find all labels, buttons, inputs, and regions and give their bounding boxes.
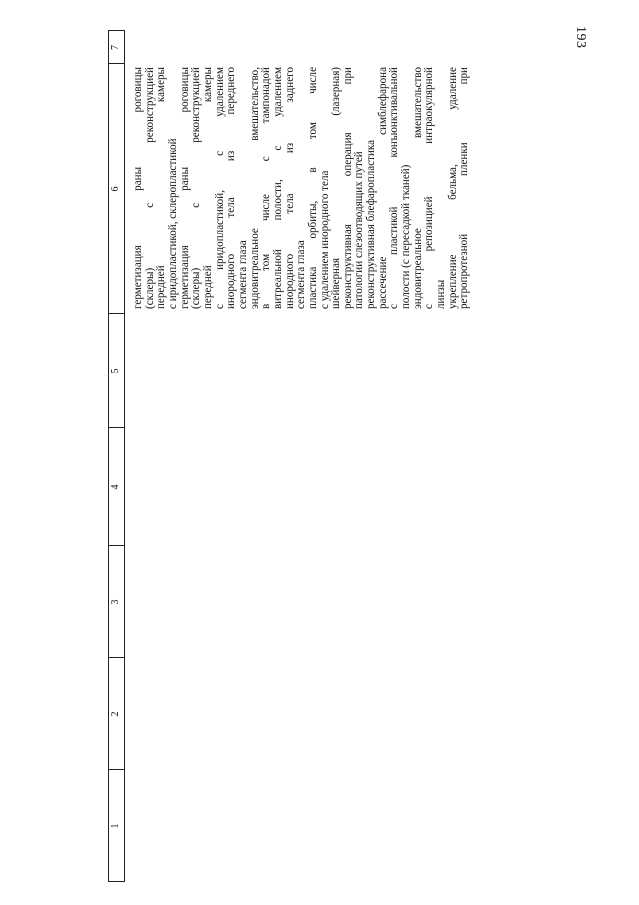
procedure-line: герметизация раны роговицы xyxy=(178,67,191,309)
procedure-line: рассечение симблефарона xyxy=(376,67,389,309)
procedure-line: реконструктивная блефаропластика xyxy=(365,139,378,309)
procedure-line: полости (с пересадкой тканей) xyxy=(400,164,413,309)
procedure-line: герметизация раны роговицы xyxy=(132,67,144,309)
procedure-line: сегмента глаза xyxy=(236,240,249,309)
procedure-line: инородного тела из переднего xyxy=(225,67,238,309)
header-col-1: 1 xyxy=(110,823,121,829)
procedure-line: укрепление бельма, удаление xyxy=(446,67,459,309)
document-table xyxy=(108,30,620,882)
procedure-line: с пластикой конъюнктивальной xyxy=(388,67,401,309)
header-row-border xyxy=(124,30,125,882)
page-number: 193 xyxy=(573,26,588,49)
header-col-7: 7 xyxy=(110,45,121,50)
header-col-6: 6 xyxy=(110,186,121,192)
procedure-line: инородного тела из заднего xyxy=(283,67,296,309)
procedure-line: ретропротезной пленки при xyxy=(458,67,471,309)
header-col-5: 5 xyxy=(110,368,121,374)
procedure-line: эндовитреальное вмешательство xyxy=(411,67,424,309)
procedure-line: в том числе с тампонадой xyxy=(260,67,273,309)
procedure-line: шейверная (лазерная) xyxy=(330,67,343,309)
procedure-line: пластика орбиты, в том числе xyxy=(306,67,319,309)
procedure-line: реконструктивная операция при xyxy=(341,67,354,309)
procedure-line: с репозицией интраокулярной xyxy=(423,67,436,309)
procedure-line: с удалением инородного тела xyxy=(318,170,331,309)
procedure-line: (склеры) с реконструкцией xyxy=(190,67,203,309)
procedures-cell xyxy=(133,67,613,309)
procedure-line: линзы xyxy=(435,279,448,309)
procedure-line: сегмента глаза xyxy=(295,240,308,309)
procedure-line: с иридопластикой, с удалением xyxy=(213,67,226,309)
procedure-line: передней камеры xyxy=(155,67,168,309)
procedure-line: с иридопластикой, склеропластикой xyxy=(166,138,179,309)
procedure-line: витреальной полости, с удалением xyxy=(271,67,284,309)
procedure-line: патологии слезоотводящих путей xyxy=(353,151,366,309)
procedure-line: эндовитреальное вмешательство, xyxy=(248,67,261,309)
header-col-4: 4 xyxy=(110,484,121,490)
header-col-3: 3 xyxy=(110,599,121,605)
procedure-line: (склеры) с реконструкцией xyxy=(143,67,156,309)
header-col-2: 2 xyxy=(110,711,121,717)
procedure-line: передней камеры xyxy=(201,67,214,309)
